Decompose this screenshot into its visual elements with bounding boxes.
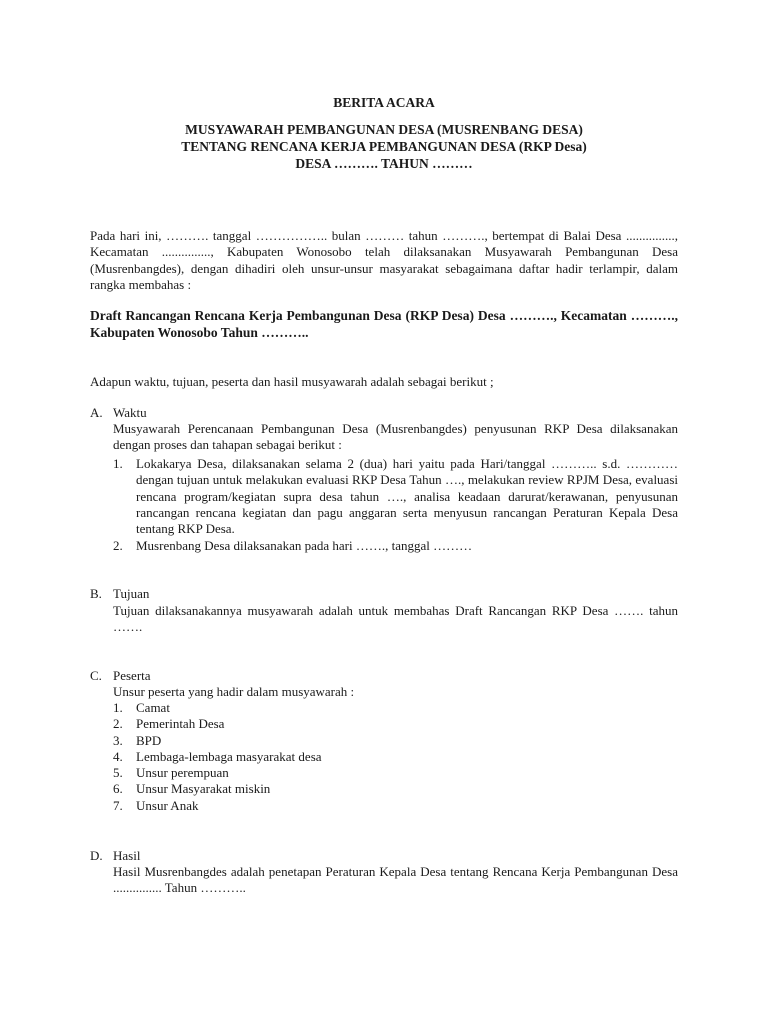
section-a-body: Musyawarah Perencanaan Pembangunan Desa (Musrenbangdes) penyusunan RKP Desa dilaksanakan dengan proses dan tahapan sebagai berikut : bbox=[113, 421, 678, 453]
section-a-title: Waktu bbox=[113, 405, 147, 420]
participant-label: Pemerintah Desa bbox=[136, 716, 225, 731]
section-d-title: Hasil bbox=[113, 848, 141, 863]
participant-item bbox=[113, 765, 229, 781]
doc-title: BERITA ACARA bbox=[333, 95, 435, 110]
participant-item bbox=[113, 798, 198, 814]
section-b-letter: B. bbox=[90, 586, 102, 601]
section-d-body: Hasil Musrenbangdes adalah penetapan Peraturan Kepala Desa tentang Rencana Kerja Pembangunan Desa ............... Tahun ……….. bbox=[113, 864, 678, 896]
section-c-letter: C. bbox=[90, 668, 102, 683]
section-a-letter: A. bbox=[90, 405, 103, 420]
participant-label: Unsur Masyarakat miskin bbox=[136, 781, 271, 796]
participant-number: 1. bbox=[113, 700, 123, 715]
intro-paragraph: Pada hari ini, ………. tanggal …………….. bulan ……… tahun ………., bertempat di Balai Desa ..............., Kecamatan ..............., Kabupaten Wonosobo telah dilaksanakan Musyawarah Pembangunan Desa (Musrenbangdes), dengan dihadiri oleh unsur-unsur masyarakat sebagaimana daftar hadir terlampir, dalam rangka membahas : bbox=[90, 228, 678, 292]
participant-number: 3. bbox=[113, 733, 123, 748]
section-b-title: Tujuan bbox=[113, 586, 150, 601]
doc-subtitle-1: MUSYAWARAH PEMBANGUNAN DESA (MUSRENBANG DESA) bbox=[185, 122, 583, 137]
participant-label: Camat bbox=[136, 700, 170, 715]
participant-number: 2. bbox=[113, 716, 123, 731]
participant-label: Lembaga-lembaga masyarakat desa bbox=[136, 749, 322, 764]
overview-sentence: Adapun waktu, tujuan, peserta dan hasil musyawarah adalah sebagai berikut ; bbox=[90, 374, 494, 389]
section-b-body: Tujuan dilaksanakannya musyawarah adalah untuk membahas Draft Rancangan RKP Desa ……. tahun ……. bbox=[113, 603, 678, 635]
doc-subtitle-2: TENTANG RENCANA KERJA PEMBANGUNAN DESA (RKP Desa) bbox=[181, 139, 587, 154]
section-c-body: Unsur peserta yang hadir dalam musyawarah : bbox=[113, 684, 355, 699]
participant-item bbox=[113, 733, 161, 749]
section-a-item-number: 1. bbox=[113, 456, 123, 471]
participant-number: 7. bbox=[113, 798, 123, 813]
participant-item bbox=[113, 781, 270, 797]
participant-number: 4. bbox=[113, 749, 123, 764]
section-a-item-text: Lokakarya Desa, dilaksanakan selama 2 (dua) hari yaitu pada Hari/tanggal ……….. s.d. ………… dengan tujuan untuk melakukan evaluasi RKP Desa Tahun …., melakukan review RPJM Desa, evaluasi rencana program/kegiatan supra desa tahun …., analisa keadaan darurat/kerawanan, penyusunan rancangan rencana kegiatan dan pagu anggaran serta menyusun rancangan Peraturan Kepala Desa tentang RKP Desa. bbox=[136, 456, 678, 537]
participant-item bbox=[113, 716, 224, 732]
participant-number: 5. bbox=[113, 765, 123, 780]
participant-item bbox=[113, 749, 322, 765]
section-d-letter: D. bbox=[90, 848, 103, 863]
section-a-item-number: 2. bbox=[113, 538, 123, 553]
draft-heading: Draft Rancangan Rencana Kerja Pembangunan Desa (RKP Desa) Desa ………., Kecamatan ………., Kabupaten Wonosobo Tahun ……….. bbox=[90, 308, 678, 340]
participant-number: 6. bbox=[113, 781, 123, 796]
section-c-title: Peserta bbox=[113, 668, 151, 683]
participant-label: Unsur perempuan bbox=[136, 765, 229, 780]
doc-subtitle-3: DESA ………. TAHUN ……… bbox=[295, 156, 473, 171]
participant-label: BPD bbox=[136, 733, 162, 748]
participant-label: Unsur Anak bbox=[136, 798, 199, 813]
participant-item bbox=[113, 700, 170, 716]
section-a-item-text: Musrenbang Desa dilaksanakan pada hari ……., tanggal ……… bbox=[136, 538, 473, 553]
